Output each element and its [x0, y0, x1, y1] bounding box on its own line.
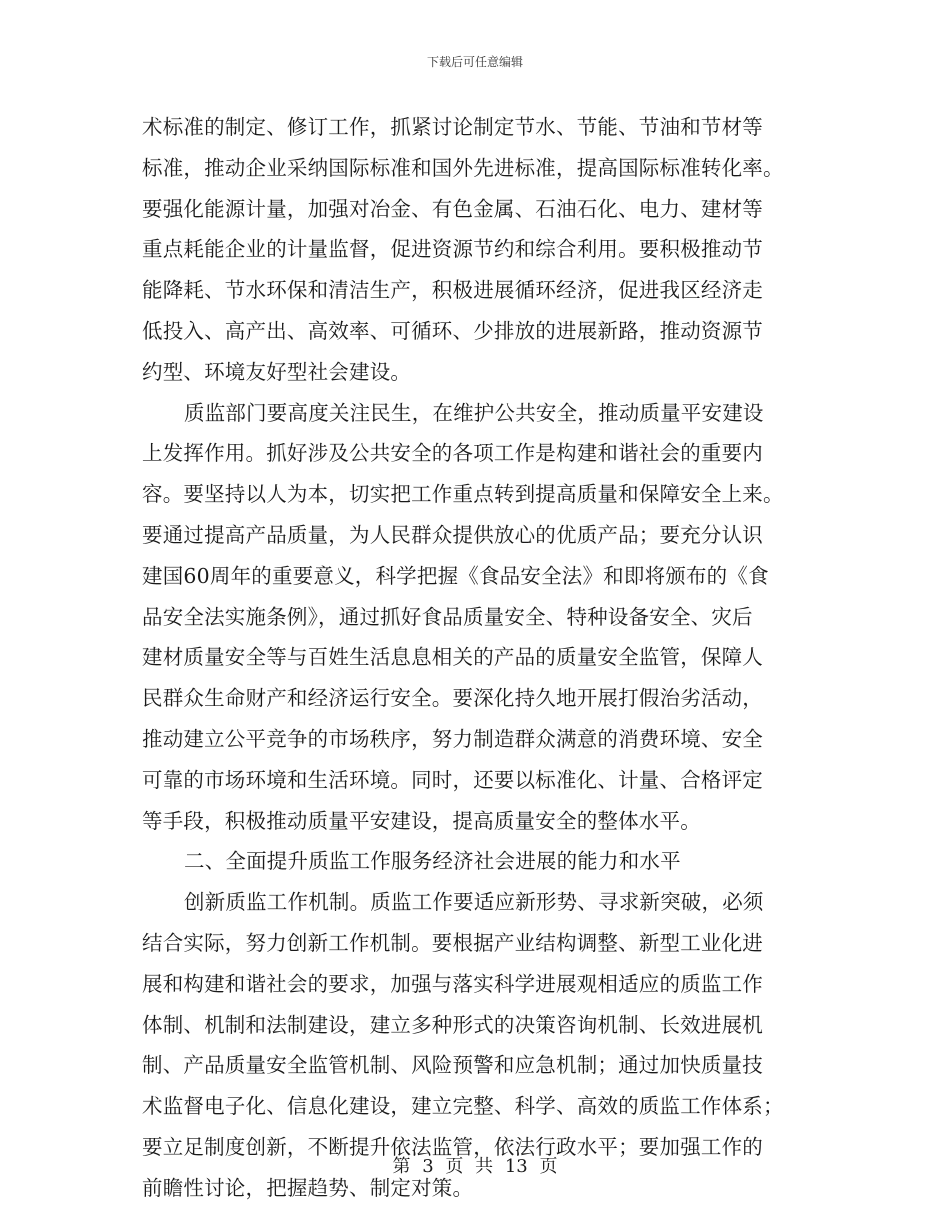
text-line: 约型、环境友好型社会建设。 — [142, 359, 412, 384]
page-header: 下载后可任意编辑 — [426, 55, 523, 69]
text-line: 要通过提高产品质量，为人民群众提供放心的优质产品；要充分认识 — [142, 522, 763, 547]
text-line: 结合实际，努力创新工作机制。要根据产业结构调整、新型工业化进 — [142, 930, 763, 955]
text-line: 建国60周年的重要意义，科学把握《食品安全法》和即将颁布的《食 — [142, 563, 769, 588]
text-line: 二、全面提升质监工作服务经济社会进展的能力和水平 — [184, 849, 681, 874]
text-line: 标准，推动企业采纳国际标准和国外先进标准，提高国际标准转化率。 — [142, 155, 784, 180]
text-line: 前瞻性讨论，把握趋势、制定对策。 — [142, 1175, 474, 1200]
text-line: 推动建立公平竞争的市场秩序，努力制造群众满意的消费环境、安全 — [142, 726, 763, 751]
text-line: 要强化能源计量，加强对冶金、有色金属、石油石化、电力、建材等 — [142, 196, 763, 221]
text-line: 低投入、高产出、高效率、可循环、少排放的进展新路，推动资源节 — [142, 318, 763, 343]
text-line: 创新质监工作机制。质监工作要适应新形势、寻求新突破，必须 — [184, 890, 764, 915]
text-line: 能降耗、节水环保和清洁生产，积极进展循环经济，促进我区经济走 — [142, 278, 763, 303]
text-line: 展和构建和谐社会的要求，加强与落实科学进展观相适应的质监工作 — [142, 971, 763, 996]
text-line: 质监部门要高度关注民生，在维护公共安全，推动质量平安建设 — [184, 400, 764, 425]
text-line: 等手段，积极推动质量平安建设，提高质量安全的整体水平。 — [142, 808, 701, 833]
text-line: 重点耗能企业的计量监督，促进资源节约和综合利用。要积极推动节 — [142, 237, 763, 262]
page-number-footer: 第 3 页 共 13 页 — [392, 1156, 558, 1177]
text-line: 要立足制度创新，不断提升依法监管，依法行政水平；要加强工作的 — [142, 1134, 763, 1159]
text-line: 可靠的市场环境和生活环境。同时，还要以标准化、计量、合格评定 — [142, 767, 763, 792]
document-body — [142, 107, 810, 1209]
text-line: 制、产品质量安全监管机制、风险预警和应急机制；通过加快质量技 — [142, 1053, 763, 1078]
text-line: 容。要坚持以人为本，切实把工作重点转到提高质量和保障安全上来。 — [142, 482, 784, 507]
text-line: 建材质量安全等与百姓生活息息相关的产品的质量安全监管，保障人 — [142, 645, 763, 670]
text-line: 民群众生命财产和经济运行安全。要深化持久地开展打假治劣活动， — [142, 686, 763, 711]
text-line: 术标准的制定、修订工作，抓紧讨论制定节水、节能、节油和节材等 — [142, 115, 763, 139]
text-line: 术监督电子化、信息化建设，建立完整、科学、高效的质监工作体系； — [142, 1094, 784, 1119]
text-line: 体制、机制和法制建设，建立多种形式的决策咨询机制、长效进展机 — [142, 1012, 763, 1037]
text-line: 品安全法实施条例》，通过抓好食品质量安全、特种设备安全、灾后 — [142, 604, 753, 629]
text-line: 上发挥作用。抓好涉及公共安全的各项工作是构建和谐社会的重要内 — [142, 441, 763, 466]
